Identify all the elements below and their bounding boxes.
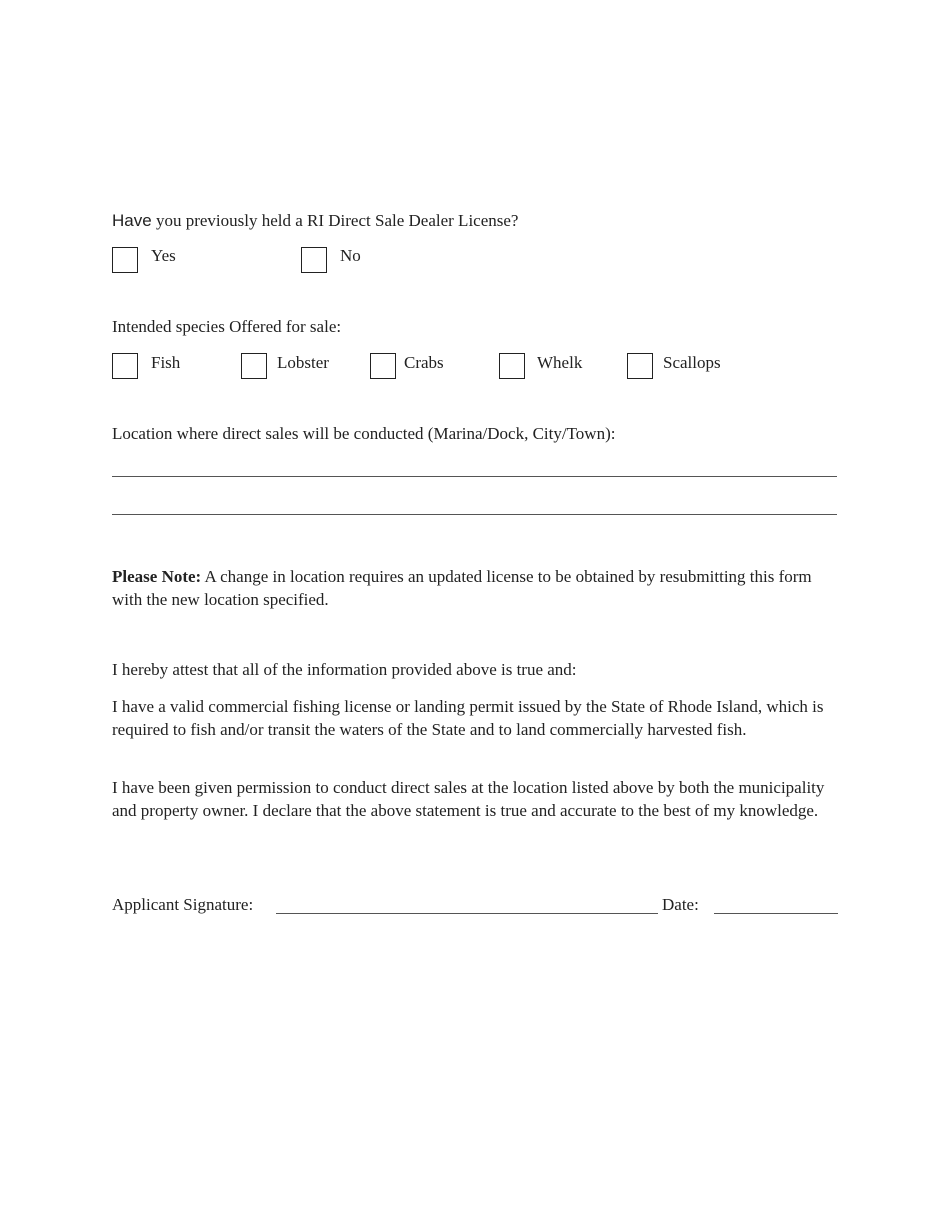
signature-line[interactable] [276, 913, 658, 914]
whelk-checkbox[interactable] [499, 353, 525, 379]
yes-label: Yes [151, 246, 176, 265]
signature-label: Applicant Signature: [112, 895, 254, 914]
lobster-checkbox[interactable] [241, 353, 267, 379]
location-line-2[interactable] [112, 514, 837, 515]
question-rest: you previously held a RI Direct Sale Dealer License? [151, 211, 519, 230]
no-checkbox[interactable] [301, 247, 327, 273]
no-label: No [340, 246, 361, 265]
location-change-note [112, 565, 842, 611]
scallops-label: Scallops [663, 353, 721, 372]
crabs-checkbox[interactable] [370, 353, 396, 379]
question-prefix: Have [112, 211, 152, 230]
attestation-license-statement: I have a valid commercial fishing license or landing permit issued by the State of Rhode Island, which is required to fish and/or transit the waters of the State and to land commercially harvested fish. [112, 697, 824, 739]
species-question: Intended species Offered for sale: [112, 317, 342, 336]
date-line[interactable] [714, 913, 838, 914]
date-label: Date: [662, 895, 699, 914]
crabs-label: Crabs [404, 353, 444, 372]
yes-checkbox[interactable] [112, 247, 138, 273]
fish-checkbox[interactable] [112, 353, 138, 379]
location-line-1[interactable] [112, 476, 837, 477]
scallops-checkbox[interactable] [627, 353, 653, 379]
note-text: A change in location requires an updated license to be obtained by resubmitting this form with the new location specified. [112, 567, 812, 609]
location-question: Location where direct sales will be conducted (Marina/Dock, City/Town): [112, 424, 616, 443]
previous-license-question [112, 211, 518, 231]
whelk-label: Whelk [537, 353, 583, 372]
note-label: Please Note: [112, 567, 202, 586]
attestation-intro: I hereby attest that all of the information provided above is true and: [112, 660, 577, 679]
lobster-label: Lobster [277, 353, 329, 372]
attestation-permission-statement: I have been given permission to conduct direct sales at the location listed above by both the municipality and property owner. I declare that the above statement is true and accurate to the best of my knowledge. [112, 778, 825, 820]
fish-label: Fish [151, 353, 181, 372]
